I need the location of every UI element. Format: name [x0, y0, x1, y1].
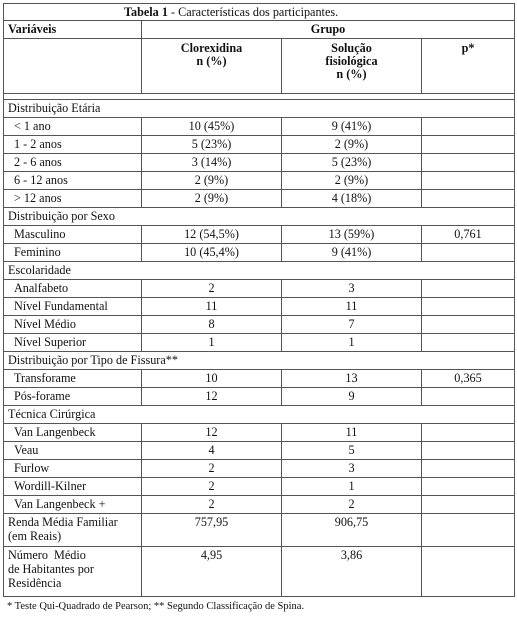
cell-solucao: 4 (18%) — [282, 190, 422, 208]
row-label: Van Langenbeck + — [4, 496, 142, 514]
table-title-text: Características dos participantes. — [178, 5, 339, 19]
cell-clorexidina: 2 (9%) — [142, 190, 282, 208]
cell-solucao: 9 — [282, 388, 422, 406]
habitantes-clorexidina: 4,95 — [142, 547, 282, 597]
section-escolaridade-row — [4, 262, 515, 280]
habitantes-label — [4, 547, 142, 597]
renda-label-line2: (em Reais) — [8, 529, 62, 543]
cell-p — [422, 442, 515, 460]
cell-solucao: 1 — [282, 334, 422, 352]
habitantes-label-line3: Residência — [8, 576, 62, 590]
header-solucao-line2: fisiológica — [325, 54, 378, 68]
cell-solucao: 2 (9%) — [282, 136, 422, 154]
subheader-empty-cell — [4, 39, 142, 94]
header-clorexidina-line2: n (%) — [196, 54, 227, 68]
table-row — [4, 334, 515, 352]
cell-p — [422, 496, 515, 514]
table-row — [4, 172, 515, 190]
cell-p — [422, 190, 515, 208]
table-row — [4, 190, 515, 208]
header-row — [4, 21, 515, 39]
row-label: Nível Superior — [4, 334, 142, 352]
habitantes-solucao: 3,86 — [282, 547, 422, 597]
cell-clorexidina: 2 — [142, 460, 282, 478]
renda-label — [4, 514, 142, 547]
cell-solucao: 5 — [282, 442, 422, 460]
cell-solucao: 1 — [282, 478, 422, 496]
section-title-idade: Distribuição Etária — [4, 100, 515, 118]
cell-solucao: 13 (59%) — [282, 226, 422, 244]
row-label: > 12 anos — [4, 190, 142, 208]
section-title-tecnica: Técnica Cirúrgica — [4, 406, 515, 424]
section-tecnica-row — [4, 406, 515, 424]
table-row — [4, 460, 515, 478]
cell-p — [422, 460, 515, 478]
cell-clorexidina: 1 — [142, 334, 282, 352]
row-label: 2 - 6 anos — [4, 154, 142, 172]
row-label: Veau — [4, 442, 142, 460]
cell-clorexidina: 12 — [142, 424, 282, 442]
cell-clorexidina: 10 (45,4%) — [142, 244, 282, 262]
table-footnote: * Teste Qui-Quadrado de Pearson; ** Segundo Classificação de Spina. — [7, 601, 305, 612]
section-sexo-row — [4, 208, 515, 226]
cell-p: 0,761 — [422, 226, 515, 244]
table-row — [4, 154, 515, 172]
cell-p — [422, 280, 515, 298]
renda-p — [422, 514, 515, 547]
header-solucao-line1: Solução — [331, 41, 372, 55]
cell-solucao: 13 — [282, 370, 422, 388]
row-label: Nível Fundamental — [4, 298, 142, 316]
cell-solucao: 7 — [282, 316, 422, 334]
header-p: p* — [422, 39, 515, 94]
cell-clorexidina: 12 — [142, 388, 282, 406]
header-solucao — [282, 39, 422, 94]
table-row — [4, 316, 515, 334]
row-label: Masculino — [4, 226, 142, 244]
row-label: Transforame — [4, 370, 142, 388]
cell-solucao: 11 — [282, 424, 422, 442]
cell-p — [422, 118, 515, 136]
section-title-escolaridade: Escolaridade — [4, 262, 515, 280]
cell-clorexidina: 10 (45%) — [142, 118, 282, 136]
renda-solucao: 906,75 — [282, 514, 422, 547]
cell-p — [422, 136, 515, 154]
table-row — [4, 118, 515, 136]
table-row — [4, 496, 515, 514]
cell-solucao: 3 — [282, 280, 422, 298]
cell-clorexidina: 12 (54,5%) — [142, 226, 282, 244]
header-grupo: Grupo — [142, 21, 515, 39]
cell-clorexidina: 2 — [142, 478, 282, 496]
section-title-sexo: Distribuição por Sexo — [4, 208, 515, 226]
header-variaveis: Variáveis — [4, 21, 142, 39]
table-title-row — [4, 4, 515, 21]
habitantes-label-line1: Número Médio — [8, 548, 86, 562]
cell-p — [422, 334, 515, 352]
table-title-label: Tabela 1 — [124, 5, 168, 19]
cell-clorexidina: 2 — [142, 496, 282, 514]
table-row — [4, 370, 515, 388]
row-label: 6 - 12 anos — [4, 172, 142, 190]
cell-p — [422, 478, 515, 496]
cell-p — [422, 244, 515, 262]
section-title-fissura: Distribuição por Tipo de Fissura** — [4, 352, 515, 370]
cell-p — [422, 316, 515, 334]
cell-clorexidina: 10 — [142, 370, 282, 388]
subheader-row — [4, 39, 515, 94]
row-label: 1 - 2 anos — [4, 136, 142, 154]
table-row — [4, 280, 515, 298]
cell-clorexidina: 2 (9%) — [142, 172, 282, 190]
table-row — [4, 478, 515, 496]
table-row — [4, 298, 515, 316]
row-label: Wordill-Kilner — [4, 478, 142, 496]
renda-clorexidina: 757,95 — [142, 514, 282, 547]
table-row — [4, 442, 515, 460]
header-clorexidina-line1: Clorexidina — [180, 41, 243, 55]
cell-solucao: 2 — [282, 496, 422, 514]
renda-label-line1: Renda Média Familiar — [8, 515, 118, 529]
participants-table — [3, 3, 515, 597]
cell-p — [422, 424, 515, 442]
habitantes-p — [422, 547, 515, 597]
cell-clorexidina: 3 (14%) — [142, 154, 282, 172]
row-label: Nível Médio — [4, 316, 142, 334]
table-row — [4, 226, 515, 244]
renda-row — [4, 514, 515, 547]
cell-p — [422, 388, 515, 406]
cell-p — [422, 172, 515, 190]
section-idade-row — [4, 100, 515, 118]
cell-solucao: 5 (23%) — [282, 154, 422, 172]
row-label: Pós-forame — [4, 388, 142, 406]
row-label: Analfabeto — [4, 280, 142, 298]
row-label: Feminino — [4, 244, 142, 262]
cell-clorexidina: 11 — [142, 298, 282, 316]
cell-solucao: 2 (9%) — [282, 172, 422, 190]
cell-p: 0,365 — [422, 370, 515, 388]
cell-clorexidina: 8 — [142, 316, 282, 334]
cell-solucao: 3 — [282, 460, 422, 478]
cell-solucao: 9 (41%) — [282, 118, 422, 136]
table-container — [3, 3, 514, 612]
row-label: Furlow — [4, 460, 142, 478]
cell-clorexidina: 5 (23%) — [142, 136, 282, 154]
row-label: Van Langenbeck — [4, 424, 142, 442]
cell-clorexidina: 4 — [142, 442, 282, 460]
cell-solucao: 9 (41%) — [282, 244, 422, 262]
cell-solucao: 11 — [282, 298, 422, 316]
cell-p — [422, 298, 515, 316]
table-row — [4, 244, 515, 262]
row-label: < 1 ano — [4, 118, 142, 136]
table-title: Tabela 1 - Características dos participantes. — [4, 4, 515, 21]
table-row — [4, 424, 515, 442]
habitantes-row — [4, 547, 515, 597]
table-row — [4, 136, 515, 154]
cell-clorexidina: 2 — [142, 280, 282, 298]
section-fissura-row — [4, 352, 515, 370]
cell-p — [422, 154, 515, 172]
header-solucao-line3: n (%) — [336, 67, 367, 81]
header-clorexidina — [142, 39, 282, 94]
habitantes-label-line2: de Habitantes por — [8, 562, 94, 576]
table-row — [4, 388, 515, 406]
